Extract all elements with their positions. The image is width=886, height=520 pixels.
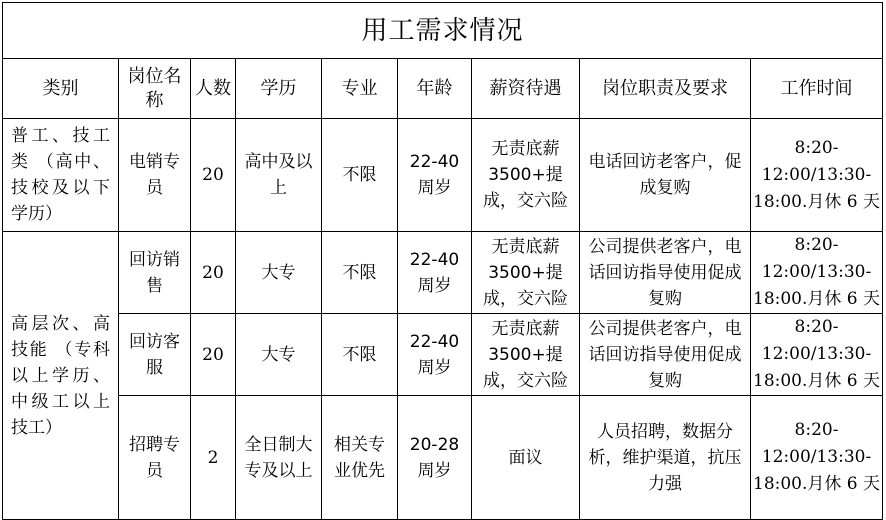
category-advanced: 高层次、高技能 （专科以上学历、中级工以上技工）	[3, 232, 119, 520]
header-count: 人数	[191, 59, 236, 119]
salary-cell: 无责底薪3500+提成，交六险	[472, 119, 580, 232]
table-row	[3, 314, 883, 396]
major-cell: 相关专业优先	[322, 396, 398, 520]
count-cell: 20	[191, 314, 236, 396]
age-cell: 22-40周岁	[398, 314, 472, 396]
education-cell: 大专	[236, 314, 322, 396]
duties-cell: 公司提供老客户，电话回访指导使用促成复购	[580, 232, 751, 314]
table-row	[3, 396, 883, 520]
header-salary: 薪资待遇	[472, 59, 580, 119]
header-hours: 工作时间	[751, 59, 883, 119]
duties-cell: 公司提供老客户，电话回访指导使用促成复购	[580, 314, 751, 396]
salary-cell: 无责底薪3500+提成，交六险	[472, 314, 580, 396]
major-cell: 不限	[322, 232, 398, 314]
header-category: 类别	[3, 59, 119, 119]
salary-cell: 无责底薪3500+提成，交六险	[472, 232, 580, 314]
hours-cell: 8:20-12:00/13:30-18:00.月休 6 天	[751, 232, 883, 314]
header-position: 岗位名称	[119, 59, 191, 119]
header-education: 学历	[236, 59, 322, 119]
position-cell: 招聘专员	[119, 396, 191, 520]
hours-cell: 8:20-12:00/13:30-18:00.月休 6 天	[751, 119, 883, 232]
salary-cell: 面议	[472, 396, 580, 520]
header-row	[3, 59, 883, 119]
age-cell: 20-28周岁	[398, 396, 472, 520]
position-cell: 回访客服	[119, 314, 191, 396]
header-duties: 岗位职责及要求	[580, 59, 751, 119]
duties-cell: 人员招聘，数据分析，维护渠道，抗压力强	[580, 396, 751, 520]
education-cell: 大专	[236, 232, 322, 314]
table-row	[3, 232, 883, 314]
count-cell: 2	[191, 396, 236, 520]
duties-cell: 电话回访老客户，促成复购	[580, 119, 751, 232]
position-cell: 电销专员	[119, 119, 191, 232]
education-cell: 全日制大专及以上	[236, 396, 322, 520]
job-demand-sheet	[2, 2, 882, 517]
job-demand-table	[2, 2, 883, 520]
education-cell: 高中及以上	[236, 119, 322, 232]
category-general: 普工、技工类 （高中、技校及以下学历）	[3, 119, 119, 232]
position-cell: 回访销售	[119, 232, 191, 314]
table-row	[3, 119, 883, 232]
count-cell: 20	[191, 232, 236, 314]
hours-cell: 8:20-12:00/13:30-18:00.月休 6 天	[751, 396, 883, 520]
age-cell: 22-40周岁	[398, 119, 472, 232]
major-cell: 不限	[322, 119, 398, 232]
count-cell: 20	[191, 119, 236, 232]
hours-cell: 8:20-12:00/13:30-18:00.月休 6 天	[751, 314, 883, 396]
major-cell: 不限	[322, 314, 398, 396]
table-title: 用工需求情况	[3, 3, 883, 59]
age-cell: 22-40周岁	[398, 232, 472, 314]
header-major: 专业	[322, 59, 398, 119]
header-age: 年龄	[398, 59, 472, 119]
